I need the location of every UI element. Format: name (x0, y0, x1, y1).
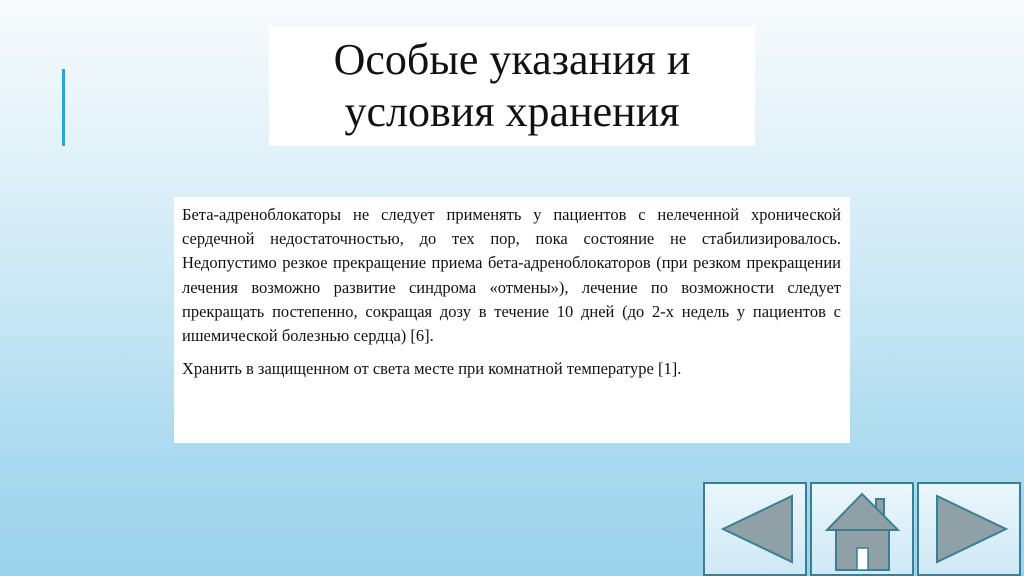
arrow-left-icon (705, 484, 805, 574)
home-icon (812, 484, 912, 574)
content-text-box (174, 197, 850, 443)
navigation-bar (703, 482, 1024, 576)
home-button[interactable] (810, 482, 914, 576)
paragraph-precautions: Бета-адреноблокаторы не следует применять у пациентов с нелеченной хронической сердечной недостаточностью, до тех пор, пока состояние не стабилизировалось. Недопустимо резкое прекращение приема бета-адреноблокаторов (при резком прекращении лечения возможно развитие синдрома «отмены»), лечение по возможности следует прекращать постепенно, сокращая дозу в течение 10 дней (до 2-х недель у пациентов с ишемической болезнью сердца) [6]. (182, 205, 841, 346)
slide-title-line-1: Особые указания и (333, 35, 691, 84)
arrow-right-icon (919, 484, 1019, 574)
paragraph-storage: Хранить в защищенном от света месте при комнатной температуре [1]. (182, 359, 682, 379)
previous-slide-button[interactable] (703, 482, 807, 576)
next-slide-button[interactable] (917, 482, 1021, 576)
slide-title (269, 26, 755, 146)
accent-bar (62, 69, 65, 146)
slide-title-line-2: условия хранения (344, 87, 680, 136)
